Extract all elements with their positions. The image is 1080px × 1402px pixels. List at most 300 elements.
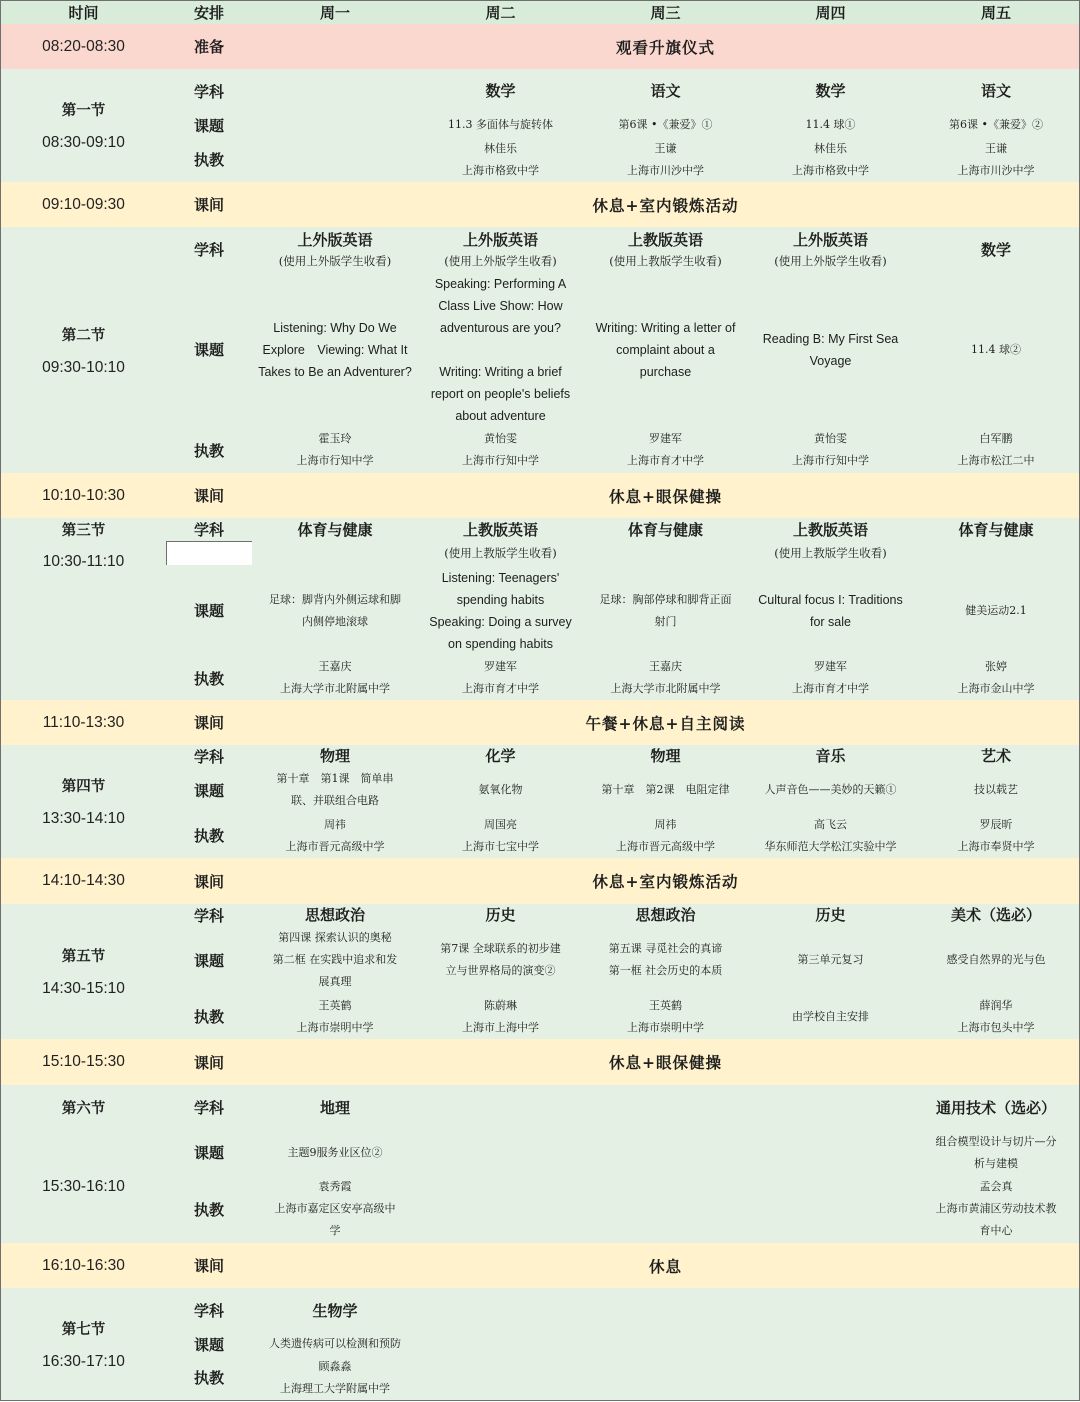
topic-cell [748, 1130, 914, 1176]
topic-line: 组合模型设计与切片—分 [935, 1134, 1057, 1148]
topic-line: for sale [810, 614, 851, 629]
teacher-line: 罗建军 [484, 660, 517, 673]
teacher-line: 白军鹏 [979, 432, 1013, 445]
teacher-line [333, 149, 337, 171]
teacher-line: 上海市格致中学 [792, 163, 869, 177]
header-time [0, 0, 167, 25]
teacher-line: 上海大学市北附属中学 [280, 682, 390, 695]
period-label [0, 904, 167, 1040]
topic-line: 立与世界格局的演变② [445, 964, 556, 977]
topic-cell [748, 1333, 914, 1356]
subject-note-cell [748, 541, 914, 566]
subject-name: 物理 [319, 747, 350, 765]
teacher-line: 周祎 [324, 817, 346, 831]
topic-cell [583, 767, 749, 814]
subject-cell [748, 1288, 914, 1334]
day-label: 周五 [980, 4, 1011, 22]
subject-name: 美术（选必） [950, 906, 1041, 924]
period-time-label: 09:30-10:10 [42, 358, 125, 376]
teacher-line: 上海市奉贤中学 [957, 839, 1035, 853]
period-time-label: 13:30-14:10 [42, 810, 125, 827]
time-label: 08:20-08:30 [42, 37, 125, 55]
activity-label: 午餐+休息+自主阅读 [585, 713, 746, 733]
activity-label: 观看升旗仪式 [615, 37, 715, 57]
subject-name: 上教版英语 [792, 520, 868, 539]
period-time-label: 15:30-16:10 [42, 1177, 125, 1195]
topic-line: Cultural focus I: Traditions [758, 592, 903, 607]
teacher-line: 陈蔚琳 [484, 998, 517, 1012]
arrange-label: 学科 [193, 906, 224, 925]
subject-note: (使用上外版学生收看) [774, 253, 887, 268]
header-arrange-label: 安排 [193, 4, 224, 22]
topic-line [333, 114, 337, 136]
subject-note: (使用上外版学生收看) [444, 253, 557, 268]
activity-label: 休息 [648, 1256, 682, 1276]
topic-cell [418, 926, 584, 995]
row-label-subject [166, 1085, 253, 1131]
teacher-line: 上海市行知中学 [792, 454, 869, 467]
topic-cell [418, 1130, 584, 1176]
subject-note: (使用上教版学生收看) [444, 546, 557, 560]
topic-cell [748, 272, 914, 428]
topic-cell [748, 767, 914, 814]
teacher-line: 上海市金山中学 [957, 682, 1035, 695]
break-time [0, 858, 167, 905]
teacher-line: 学 [329, 1224, 341, 1237]
arrange-label: 课题 [193, 781, 224, 800]
subject-cell [252, 227, 419, 273]
teacher-cell [418, 994, 584, 1040]
topic-cell [252, 1130, 419, 1176]
topic-cell [252, 926, 419, 995]
subject-name: 上教版英语 [462, 520, 538, 539]
teacher-cell [913, 1175, 1080, 1244]
subject-cell [252, 1288, 419, 1334]
teacher-cell [748, 1355, 914, 1401]
period-label-group [42, 324, 125, 377]
teacher-cell [252, 1355, 419, 1401]
teacher-line: 王嘉庆 [649, 660, 682, 673]
teacher-line: 顾淼淼 [318, 1359, 352, 1373]
arrange-label: 课题 [193, 116, 224, 135]
topic-line: 主题9服务业区位② [287, 1145, 383, 1159]
subject-note-cell [418, 541, 584, 566]
teacher-cell [583, 656, 749, 701]
topic-line: Writing: Writing a brief [439, 364, 562, 379]
topic-line [499, 1142, 503, 1164]
break-time [0, 1039, 167, 1086]
subject-cell [913, 745, 1080, 768]
topic-line [664, 1142, 668, 1164]
period-name-label: 第七节 [61, 1320, 106, 1338]
break-activity [252, 858, 1080, 905]
topic-line: 11.4 球① [805, 118, 856, 131]
teacher-line [664, 1198, 668, 1220]
topic-line: Takes to Be an Adventurer? [258, 364, 412, 379]
subject-cell [583, 745, 749, 768]
time-label: 14:10-14:30 [42, 872, 125, 889]
period-label-group [42, 1318, 125, 1371]
subject-cell [748, 745, 914, 768]
break-label [166, 1243, 253, 1289]
teacher-line [499, 1198, 503, 1220]
teacher-cell [418, 656, 584, 701]
subject-cell [418, 227, 584, 273]
row-label-topic [166, 272, 253, 428]
subject-cell [913, 1085, 1080, 1131]
subject-cell [583, 1085, 749, 1131]
break-time [0, 1243, 167, 1289]
topic-cell [748, 113, 914, 138]
subject-cell [418, 904, 584, 927]
teacher-line: 上海市包头中学 [957, 1020, 1035, 1034]
arrange-label: 学科 [193, 241, 224, 259]
topic-line: Speaking: Doing a survey [429, 614, 572, 629]
row-label-teacher [166, 994, 253, 1040]
arrange-label: 准备 [193, 38, 224, 56]
subject-note-cell [252, 541, 419, 566]
row-label-subject [166, 904, 253, 927]
subject-note: (使用上教版学生收看) [774, 546, 887, 560]
arrange-label: 课间 [193, 487, 224, 505]
subject-cell [913, 518, 1080, 542]
teacher-line: 上海理工大学附属中学 [280, 1381, 390, 1395]
subject-name: 体育与健康 [627, 520, 703, 539]
teacher-line: 袁秀霞 [318, 1180, 352, 1193]
teacher-cell [748, 427, 914, 474]
topic-line: 人声音色——美妙的天籁① [764, 783, 897, 796]
period-label [0, 69, 167, 183]
subject-name: 语文 [650, 82, 681, 100]
day-label: 周三 [650, 4, 681, 22]
topic-cell [252, 113, 419, 138]
topic-line: 第6课 •《兼爱》② [949, 118, 1043, 131]
teacher-cell [583, 1175, 749, 1244]
period-label-group [42, 99, 125, 152]
teacher-cell [418, 427, 584, 474]
teacher-line: 罗辰昕 [979, 817, 1013, 831]
subject-name: 历史 [815, 906, 846, 924]
subject-cell [583, 518, 749, 542]
arrange-label: 学科 [193, 82, 224, 101]
teacher-line: 周国亮 [484, 817, 517, 831]
subject-cell [913, 904, 1080, 927]
subject-cell [252, 1085, 419, 1131]
subject-cell [418, 69, 584, 114]
topic-line: 第五课 寻觅社会的真谛 [608, 942, 723, 955]
topic-cell [418, 767, 584, 814]
teacher-cell [583, 994, 749, 1040]
teacher-cell [418, 1355, 584, 1401]
time-label: 09:10-09:30 [42, 195, 125, 213]
break-label [166, 700, 253, 746]
teacher-cell [748, 813, 914, 859]
row-label-topic [166, 113, 253, 138]
subject-name: 思想政治 [635, 906, 696, 924]
header-day [418, 0, 584, 25]
topic-line: 展真理 [318, 975, 352, 988]
topic-line: 射门 [654, 614, 677, 628]
period-label [0, 227, 167, 474]
teacher-cell [913, 1355, 1080, 1401]
teacher-cell [252, 994, 419, 1040]
break-activity [252, 1243, 1080, 1289]
row-label-topic [166, 926, 253, 995]
topic-line: on spending habits [448, 636, 553, 651]
subject-cell [748, 227, 914, 273]
day-label: 周四 [815, 4, 846, 22]
topic-cell [913, 1130, 1080, 1176]
teacher-line: 上海市七宝中学 [462, 839, 539, 853]
arrange-label: 执教 [193, 1369, 224, 1387]
subject-name: 数学 [485, 82, 516, 100]
teacher-line: 上海市川沙中学 [627, 163, 704, 177]
topic-cell [913, 926, 1080, 995]
row-label-subject [166, 69, 253, 114]
topic-line: 人类遗传病可以检测和预防 [269, 1337, 401, 1350]
subject-name: 数学 [815, 82, 846, 100]
day-label: 周二 [485, 4, 516, 22]
activity-label: 休息+室内锻炼活动 [592, 195, 739, 215]
topic-line: complaint about a [616, 342, 715, 357]
row-label-topic [166, 1333, 253, 1356]
teacher-line: 上海市育才中学 [792, 682, 869, 695]
teacher-line: 高飞云 [814, 817, 847, 831]
teacher-cell [252, 1175, 419, 1244]
row-label-teacher [166, 1175, 253, 1244]
arrange-label: 课题 [193, 1144, 224, 1162]
topic-line: 健美运动2.1 [965, 603, 1027, 617]
topic-line: 足球：脚背内外侧运球和脚 [269, 592, 401, 606]
topic-line: Class Live Show: How [438, 298, 563, 313]
teacher-line: 王英鹤 [318, 998, 352, 1012]
time-label: 15:10-15:30 [42, 1053, 125, 1070]
topic-cell [748, 565, 914, 657]
teacher-cell [418, 1175, 584, 1244]
subject-name: 上教版英语 [627, 230, 703, 249]
topic-cell [913, 113, 1080, 138]
topic-line: Listening: Why Do We [273, 320, 397, 335]
subject-cell [583, 1288, 749, 1334]
teacher-line [664, 1367, 668, 1389]
topic-cell [913, 565, 1080, 657]
break-label [166, 1039, 253, 1086]
row-label-subject [166, 227, 253, 273]
teacher-line: 上海市育才中学 [627, 454, 704, 467]
teacher-cell [418, 813, 584, 859]
teacher-cell [913, 994, 1080, 1040]
period-time [0, 541, 167, 701]
topic-cell [748, 926, 914, 995]
teacher-cell [913, 427, 1080, 474]
subject-cell [252, 518, 419, 542]
break-label [166, 182, 253, 228]
teacher-line: 上海市崇明中学 [296, 1020, 374, 1034]
arrange-label: 课间 [193, 872, 224, 891]
period-name [0, 518, 167, 542]
teacher-line: 王嘉庆 [318, 660, 352, 673]
subject-note: (使用上外版学生收看) [278, 253, 392, 268]
row-label-teacher [166, 427, 253, 474]
topic-line [664, 1333, 668, 1355]
teacher-cell [583, 813, 749, 859]
teacher-line: 罗建军 [814, 660, 847, 673]
topic-cell [252, 767, 419, 814]
arrange-label: 执教 [193, 1200, 224, 1219]
period-label-group [42, 775, 125, 828]
flag-label [166, 24, 253, 70]
topic-line: Listening: Teenagers' [441, 570, 560, 585]
subject-note: (使用上教版学生收看) [609, 253, 722, 268]
subject-name: 思想政治 [304, 906, 365, 924]
teacher-cell [252, 137, 419, 183]
topic-cell [252, 272, 419, 428]
topic-line [829, 1333, 833, 1355]
header-day [583, 0, 749, 25]
topic-line: 11.4 球② [971, 342, 1021, 356]
subject-name: 音乐 [815, 747, 846, 765]
topic-line [994, 1333, 998, 1355]
teacher-line: 上海市上海中学 [462, 1020, 539, 1034]
subject-cell [418, 1288, 584, 1334]
header-day [252, 0, 419, 25]
arrange-label: 课间 [193, 1053, 224, 1072]
teacher-line: 上海市育才中学 [462, 682, 539, 695]
teacher-cell [748, 137, 914, 183]
arrange-label: 执教 [193, 151, 224, 169]
teacher-line: 黄怡雯 [814, 432, 847, 445]
teacher-cell [913, 813, 1080, 859]
teacher-line: 林佳乐 [814, 141, 847, 155]
header-arrange [166, 0, 253, 25]
arrange-label: 课题 [193, 951, 224, 970]
topic-line: 析与建模 [974, 1156, 1018, 1170]
row-label-teacher [166, 656, 253, 701]
row-label-subject [166, 518, 253, 542]
period-name-label: 第五节 [61, 948, 106, 965]
topic-line: about adventure [455, 408, 546, 423]
teacher-line: 上海市晋元高级中学 [285, 839, 385, 853]
row-label-teacher [166, 137, 253, 183]
row-label-subject [166, 745, 253, 768]
teacher-line: 王谦 [985, 141, 1007, 155]
row-label-subject [166, 1288, 253, 1334]
arrange-label: 学科 [193, 1302, 224, 1320]
subject-cell [913, 1288, 1080, 1334]
subject-cell [748, 1085, 914, 1131]
subject-cell [583, 227, 749, 273]
subject-name: 上外版英语 [462, 230, 538, 249]
break-label [166, 858, 253, 905]
teacher-line: 上海大学市北附属中学 [610, 682, 721, 695]
subject-cell [252, 745, 419, 768]
break-activity [252, 182, 1080, 228]
topic-line: Reading B: My First Sea [762, 331, 899, 346]
header-day [748, 0, 914, 25]
row-label-teacher [166, 813, 253, 859]
subject-cell [748, 69, 914, 114]
subject-cell [252, 69, 419, 114]
break-time [0, 473, 167, 519]
day-label: 周一 [319, 4, 350, 22]
teacher-cell [252, 656, 419, 701]
break-activity [252, 473, 1080, 519]
teacher-line: 上海市晋元高级中学 [616, 839, 715, 853]
break-activity [252, 700, 1080, 746]
flag-time [0, 24, 167, 70]
teacher-line: 周祎 [654, 817, 677, 831]
topic-line: 第7课 全球联系的初步建 [440, 942, 561, 955]
period-time-label: 16:30-17:10 [42, 1352, 125, 1370]
topic-line: 第6课 •《兼爱》① [618, 118, 713, 131]
teacher-line: 王谦 [654, 141, 677, 155]
topic-cell [418, 1333, 584, 1356]
arrange-label: 课题 [193, 1335, 224, 1354]
teacher-cell [583, 427, 749, 474]
subject-note-cell [913, 541, 1080, 566]
time-label: 16:10-16:30 [42, 1256, 125, 1274]
topic-line: Writing: Writing a letter of [595, 320, 736, 335]
arrange-label: 执教 [193, 1008, 224, 1026]
topic-cell [252, 1333, 419, 1356]
topic-cell [418, 113, 584, 138]
teacher-cell [252, 813, 419, 859]
teacher-cell [583, 137, 749, 183]
teacher-cell [748, 994, 914, 1040]
teacher-line: 由学校自主安排 [792, 1009, 869, 1023]
topic-line: 11.3 多面体与旋转体 [448, 118, 553, 131]
arrange-label: 执教 [193, 827, 224, 845]
arrange-label: 执教 [193, 669, 224, 688]
subject-cell [748, 904, 914, 927]
break-label [166, 473, 253, 519]
teacher-line: 上海市松江二中 [957, 454, 1035, 467]
period-label-group [42, 945, 125, 998]
arrange-label: 课间 [193, 1257, 224, 1275]
subject-cell [252, 904, 419, 927]
teacher-line: 育中心 [979, 1224, 1013, 1237]
break-time [0, 700, 167, 746]
topic-line: 内侧停地滚球 [302, 614, 368, 628]
teacher-line [829, 1367, 833, 1389]
period-time [0, 1130, 167, 1244]
topic-line: 技以载艺 [974, 783, 1018, 796]
topic-line: spending habits [456, 592, 545, 607]
subject-cell [583, 69, 749, 114]
topic-cell [583, 113, 749, 138]
teacher-cell [252, 427, 419, 474]
subject-name: 上外版英语 [792, 230, 868, 249]
subject-cell [748, 518, 914, 542]
period-name-label: 第三节 [61, 522, 106, 539]
row-label-teacher [166, 1355, 253, 1401]
topic-line: report on people's beliefs [430, 386, 571, 401]
teacher-line: 上海市行知中学 [296, 454, 374, 467]
topic-line: 氨氧化物 [478, 783, 523, 796]
teacher-line: 黄怡雯 [484, 432, 517, 445]
header-day [913, 0, 1080, 25]
teacher-line: 上海市格致中学 [462, 163, 539, 177]
arrange-label: 学科 [193, 521, 224, 539]
subject-name: 艺术 [980, 747, 1011, 765]
topic-cell [418, 272, 584, 428]
teacher-line: 林佳乐 [484, 141, 517, 155]
topic-cell [252, 565, 419, 657]
teacher-line: 上海市崇明中学 [627, 1020, 704, 1034]
topic-line: adventurous are you? [440, 320, 561, 335]
teacher-line: 上海市黄浦区劳动技术教 [935, 1202, 1057, 1215]
topic-line [829, 1142, 833, 1164]
